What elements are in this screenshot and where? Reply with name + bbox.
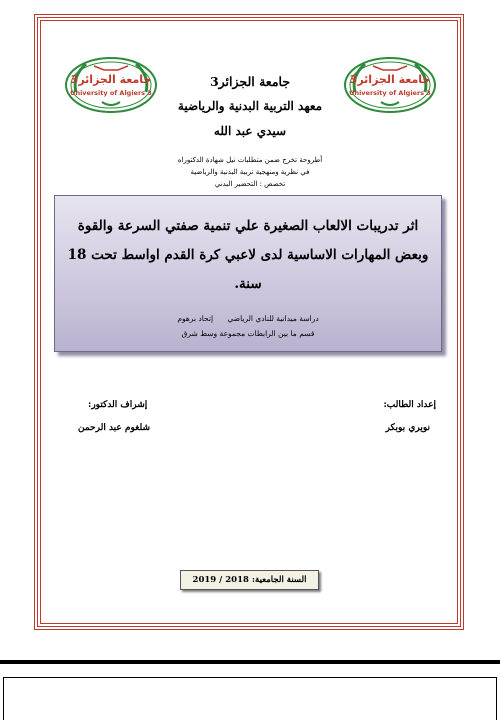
study-description: دراسة ميدانية للنادي الرياضي [227,314,319,323]
study-line [55,314,441,323]
supervisor-label: إشراف الدكتور: [88,400,148,410]
club-name: إتحاد برهوم [177,314,214,323]
institute-name: معهد التربية البدنية والرياضية [177,99,323,113]
svg-text:جامعة الجزائر3: جامعة الجزائر3 [349,73,431,86]
student-name: نويري بوبكر [385,423,430,433]
thesis-note-line3: تخصص : التحضير البدني [214,180,286,188]
section-line: قسم ما بين الرابطات مجموعة وسط شرق [181,329,315,338]
page-separator [0,660,500,664]
academic-year: السنة الجامعية: 2018 / 2019 [180,570,319,590]
next-page-preview [3,677,497,720]
thesis-note-line2: في نظرية ومنهجية تربية البدنية والرياضية [190,168,310,176]
svg-text:University of Algiers 3: University of Algiers 3 [349,89,431,97]
svg-text:University of Algiers 3: University of Algiers 3 [70,89,152,97]
supervisor-name: شلغوم عبد الرحمن [78,423,150,433]
title-box [54,195,442,352]
city-name: سيدي عبد الله [213,124,287,138]
prepared-by-label: إعداد الطالب: [383,400,436,410]
thesis-note-line1: أطروحة تخرج ضمن متطلبات نيل شهادة الدكتوراه [177,156,323,164]
thesis-title: اثر تدريبات الالعاب الصغيرة علي تنمية صفتي السرعة والقوة وبعض المهارات الاساسية لدى لاعبي كرة القدم اواسط تحت 18 سنة. [67,218,429,292]
university-name: جامعة الجزائر3 [209,74,291,89]
svg-text:جامعة الجزائر3: جامعة الجزائر3 [70,73,152,86]
